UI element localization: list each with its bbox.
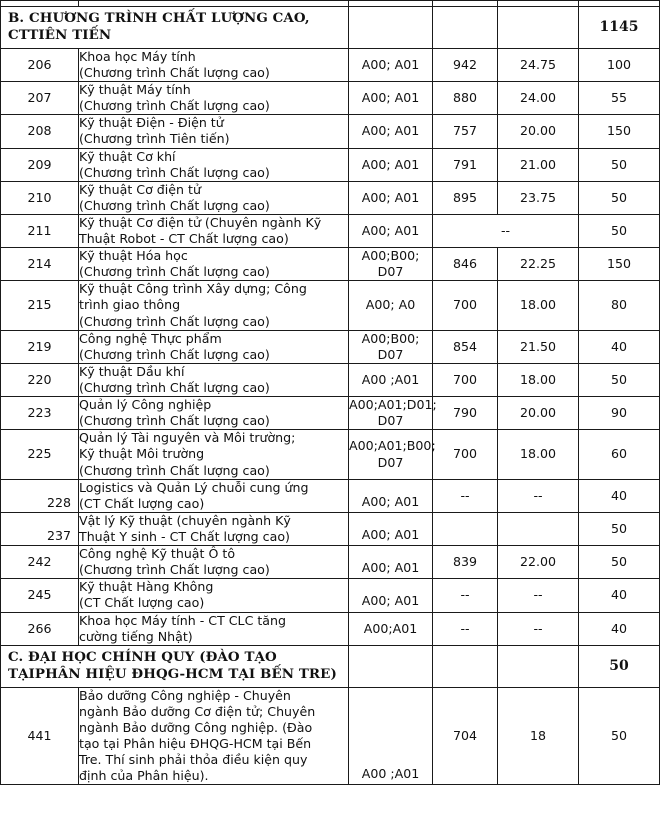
score-cell: 21.00 bbox=[498, 148, 579, 181]
program-name-line: Kỹ thuật Điện - Điện tử bbox=[79, 115, 224, 131]
subject-group-line: A00; bbox=[361, 248, 391, 264]
program-name-line: Kỹ thuật Môi trường bbox=[79, 446, 205, 462]
quota-cell: 50 bbox=[579, 148, 660, 181]
program-name-line: Quản lý Tài nguyên và Môi trường; bbox=[79, 430, 296, 446]
program-name-line: (Chương trình Chất lượng cao) bbox=[79, 562, 270, 578]
subject-group-cell bbox=[349, 48, 433, 81]
subject-group-line: A01 bbox=[394, 371, 420, 387]
program-name-line: Thuật Robot - CT Chất lượng cao) bbox=[79, 231, 289, 247]
subject-group-cell bbox=[349, 281, 433, 330]
program-name-line: Kỹ thuật Dầu khí bbox=[79, 363, 185, 379]
program-name-cell bbox=[79, 181, 349, 214]
program-code-cell: 210 bbox=[1, 181, 79, 214]
subject-group-line: A00; bbox=[363, 620, 393, 636]
subject-group-line: B00; D07 bbox=[377, 330, 420, 362]
registrations-cell: 942 bbox=[433, 48, 498, 81]
program-name-line: Khoa học Máy tính - CT CLC tăng bbox=[79, 612, 286, 628]
section-subject-cell bbox=[349, 7, 433, 49]
section-header-row bbox=[1, 7, 660, 49]
quota-cell: 100 bbox=[579, 48, 660, 81]
subject-group-cell bbox=[349, 612, 433, 645]
program-name-line: (Chương trình Chất lượng cao) bbox=[79, 264, 270, 280]
table-row bbox=[1, 479, 660, 512]
quota-cell: 50 bbox=[579, 181, 660, 214]
score-cell: 23.75 bbox=[498, 181, 579, 214]
quota-cell: 55 bbox=[579, 82, 660, 115]
registrations-cell: 700 bbox=[433, 430, 498, 479]
table-row bbox=[1, 82, 660, 115]
table-row bbox=[1, 148, 660, 181]
quota-cell: 40 bbox=[579, 579, 660, 612]
subject-group-cell bbox=[349, 248, 433, 281]
registrations-cell: 791 bbox=[433, 148, 498, 181]
program-code-cell: 209 bbox=[1, 148, 79, 181]
quota-cell: 50 bbox=[579, 512, 660, 545]
subject-group-cell bbox=[349, 214, 433, 247]
registrations-cell: -- bbox=[433, 579, 498, 612]
program-name-line: (Chương trình Chất lượng cao) bbox=[79, 346, 270, 362]
subject-group-line: A00; A01 bbox=[361, 527, 420, 543]
table-row bbox=[1, 48, 660, 81]
program-code-cell: 211 bbox=[1, 214, 79, 247]
program-name-cell bbox=[79, 612, 349, 645]
program-name-cell bbox=[79, 397, 349, 430]
table-row bbox=[1, 512, 660, 545]
score-cell: 18 bbox=[498, 687, 579, 785]
score-cell: 18.00 bbox=[498, 281, 579, 330]
subject-group-cell bbox=[349, 687, 433, 785]
section-c-total: 50 bbox=[579, 645, 660, 687]
program-name-cell bbox=[79, 546, 349, 579]
table-row bbox=[1, 181, 660, 214]
program-name-line: (CT Chất lượng cao) bbox=[79, 495, 205, 511]
program-name-line: ngành Bảo dưỡng Công nghiệp. (Đào bbox=[79, 719, 313, 735]
program-name-line: Kỹ thuật Cơ khí bbox=[79, 148, 176, 164]
subject-group-line: A01; bbox=[377, 397, 407, 413]
section-title-line: B. CHƯƠNG TRÌNH CHẤT LƯỢNG CAO, CT bbox=[8, 10, 310, 44]
subject-group-cell bbox=[349, 181, 433, 214]
program-name-cell bbox=[79, 248, 349, 281]
quota-cell: 80 bbox=[579, 281, 660, 330]
section-title-line: TIÊN TIẾN bbox=[28, 27, 112, 44]
table-row bbox=[1, 612, 660, 645]
subject-group-line: A00 ; bbox=[361, 766, 395, 782]
program-name-line: (Chương trình Chất lượng cao) bbox=[79, 64, 270, 80]
section-registrations-cell bbox=[433, 645, 498, 687]
subject-group-line: A00; A01 bbox=[361, 90, 420, 106]
program-name-cell bbox=[79, 148, 349, 181]
score-cell: 21.50 bbox=[498, 330, 579, 363]
program-name-line: Kỹ thuật Máy tính bbox=[79, 82, 191, 98]
score-cell: -- bbox=[498, 479, 579, 512]
program-name-line: Tre. Thí sinh phải thỏa điều kiện quy bbox=[79, 752, 308, 768]
registrations-cell: 895 bbox=[433, 181, 498, 214]
program-name-line: (Chương trình Chất lượng cao) bbox=[79, 98, 270, 114]
score-cell: 24.00 bbox=[498, 82, 579, 115]
quota-cell: 150 bbox=[579, 115, 660, 148]
subject-group-cell bbox=[349, 512, 433, 545]
score-cell: 20.00 bbox=[498, 397, 579, 430]
program-code-cell: 214 bbox=[1, 248, 79, 281]
quota-cell: 150 bbox=[579, 248, 660, 281]
section-title-line: C. ĐẠI HỌC CHÍNH QUY (ĐÀO TẠO TẠI bbox=[8, 648, 277, 683]
registrations-cell: 839 bbox=[433, 546, 498, 579]
merged-registrations-score-cell: -- bbox=[433, 214, 579, 247]
subject-group-cell bbox=[349, 82, 433, 115]
subject-group-line: D01; D07 bbox=[377, 397, 437, 429]
program-name-line: (Chương trình Chất lượng cao) bbox=[79, 164, 270, 180]
score-cell: 20.00 bbox=[498, 115, 579, 148]
score-cell bbox=[498, 512, 579, 545]
program-code-cell: 219 bbox=[1, 330, 79, 363]
program-name-line: (Chương trình Chất lượng cao) bbox=[79, 313, 270, 329]
quota-cell: 40 bbox=[579, 612, 660, 645]
program-code-cell: 220 bbox=[1, 363, 79, 396]
program-name-cell bbox=[79, 579, 349, 612]
registrations-cell: 757 bbox=[433, 115, 498, 148]
table-row bbox=[1, 363, 660, 396]
program-code-cell: 215 bbox=[1, 281, 79, 330]
quota-cell: 90 bbox=[579, 397, 660, 430]
program-name-line: Kỹ thuật Hóa học bbox=[79, 248, 188, 264]
program-code-cell: 223 bbox=[1, 397, 79, 430]
program-name-line: Quản lý Công nghiệp bbox=[79, 397, 212, 413]
program-name-line: Kỹ thuật Cơ điện tử (Chuyên ngành Kỹ bbox=[79, 214, 322, 230]
subject-group-cell bbox=[349, 430, 436, 479]
program-name-cell bbox=[79, 115, 349, 148]
subject-group-cell bbox=[349, 115, 433, 148]
registrations-cell: -- bbox=[433, 479, 498, 512]
subject-group-cell bbox=[349, 397, 437, 430]
program-name-line: Khoa học Máy tính bbox=[79, 48, 196, 64]
subject-group-cell bbox=[349, 363, 433, 396]
program-code-cell: 441 bbox=[1, 687, 79, 785]
program-code-cell: 225 bbox=[1, 430, 79, 479]
quota-cell: 50 bbox=[579, 687, 660, 785]
quota-cell: 60 bbox=[579, 430, 660, 479]
subject-group-cell bbox=[349, 479, 433, 512]
registrations-cell: 846 bbox=[433, 248, 498, 281]
registrations-cell: 854 bbox=[433, 330, 498, 363]
section-subject-cell bbox=[349, 645, 433, 687]
subject-group-line: A00; A01 bbox=[361, 189, 420, 205]
table-row bbox=[1, 214, 660, 247]
registrations-cell: 790 bbox=[433, 397, 498, 430]
quota-cell: 40 bbox=[579, 479, 660, 512]
subject-group-line: A00; bbox=[349, 438, 378, 454]
subject-group-line: A00; A01 bbox=[361, 56, 420, 72]
subject-group-line: A00; A01 bbox=[361, 222, 420, 238]
subject-group-line: A00; bbox=[349, 397, 378, 413]
quota-cell: 50 bbox=[579, 214, 660, 247]
program-name-cell bbox=[79, 512, 349, 545]
program-name-line: Công nghệ Thực phẩm bbox=[79, 330, 222, 346]
program-code-cell: 208 bbox=[1, 115, 79, 148]
program-name-cell bbox=[79, 430, 349, 479]
subject-group-line: A00; A01 bbox=[361, 123, 420, 139]
section-b-total: 1145 bbox=[579, 7, 660, 49]
subject-group-line: A01; bbox=[377, 438, 407, 454]
program-name-line: trình giao thông bbox=[79, 297, 181, 313]
subject-group-line: A00; A01 bbox=[361, 493, 420, 509]
section-registrations-cell bbox=[433, 7, 498, 49]
program-name-line: tạo tại Phân hiệu ĐHQG-HCM tại Bến bbox=[79, 735, 312, 751]
program-name-line: Vật lý Kỹ thuật (chuyên ngành Kỹ bbox=[79, 512, 291, 528]
subject-group-line: A00; A0 bbox=[365, 297, 416, 313]
program-code-cell: 266 bbox=[1, 612, 79, 645]
subject-group-cell bbox=[349, 579, 433, 612]
table-row bbox=[1, 546, 660, 579]
program-name-line: (Chương trình Chất lượng cao) bbox=[79, 380, 270, 396]
table-row bbox=[1, 330, 660, 363]
program-name-line: (CT Chất lượng cao) bbox=[79, 595, 205, 611]
section-score-cell bbox=[498, 7, 579, 49]
section-title-line: PHÂN HIỆU ĐHQG-HCM TẠI BẾN TRE) bbox=[34, 666, 337, 683]
program-name-line: cường tiếng Nhật) bbox=[79, 628, 193, 644]
program-name-line: Kỹ thuật Cơ điện tử bbox=[79, 181, 201, 197]
program-code-cell: 242 bbox=[1, 546, 79, 579]
quota-cell: 40 bbox=[579, 330, 660, 363]
subject-group-cell bbox=[349, 546, 433, 579]
subject-group-cell bbox=[349, 330, 433, 363]
program-name-line: định của Phân hiệu). bbox=[79, 768, 209, 784]
program-code-cell: 228 bbox=[1, 479, 79, 512]
program-name-line: Công nghệ Kỹ thuật Ô tô bbox=[79, 546, 236, 562]
program-name-line: (Chương trình Chất lượng cao) bbox=[79, 197, 270, 213]
program-name-line: Thuật Y sinh - CT Chất lượng cao) bbox=[79, 529, 290, 545]
subject-group-cell bbox=[349, 148, 433, 181]
subject-group-line: B00; D07 bbox=[377, 248, 420, 280]
program-name-line: (Chương trình Chất lượng cao) bbox=[79, 413, 270, 429]
program-name-line: Kỹ thuật Công trình Xây dựng; Công bbox=[79, 281, 307, 297]
section-c-title bbox=[1, 645, 349, 687]
registrations-cell: 704 bbox=[433, 687, 498, 785]
program-name-cell bbox=[79, 687, 349, 785]
score-cell: -- bbox=[498, 612, 579, 645]
registrations-cell bbox=[433, 512, 498, 545]
program-name-cell bbox=[79, 330, 349, 363]
table-row bbox=[1, 430, 660, 479]
program-name-cell bbox=[79, 48, 349, 81]
score-cell: -- bbox=[498, 579, 579, 612]
program-code-cell: 237 bbox=[1, 512, 79, 545]
subject-group-line: A00 ; bbox=[361, 371, 395, 387]
table-row bbox=[1, 687, 660, 785]
score-cell: 18.00 bbox=[498, 363, 579, 396]
subject-group-line: A00; A01 bbox=[361, 156, 420, 172]
score-cell: 18.00 bbox=[498, 430, 579, 479]
program-name-cell bbox=[79, 363, 349, 396]
quota-cell: 50 bbox=[579, 546, 660, 579]
subject-group-line: B00; D07 bbox=[377, 438, 436, 470]
registrations-cell: 880 bbox=[433, 82, 498, 115]
program-code-cell: 207 bbox=[1, 82, 79, 115]
score-cell: 24.75 bbox=[498, 48, 579, 81]
program-name-cell bbox=[79, 82, 349, 115]
program-name-line: (Chương trình Tiên tiến) bbox=[79, 131, 230, 147]
score-cell: 22.00 bbox=[498, 546, 579, 579]
subject-group-line: A01 bbox=[392, 620, 418, 636]
subject-group-line: A00; A01 bbox=[361, 560, 420, 576]
table-row bbox=[1, 248, 660, 281]
score-cell: 22.25 bbox=[498, 248, 579, 281]
subject-group-line: A00; A01 bbox=[361, 593, 420, 609]
quota-cell: 50 bbox=[579, 363, 660, 396]
program-name-cell bbox=[79, 281, 349, 330]
table-body bbox=[1, 1, 660, 785]
program-name-line: Bảo dưỡng Công nghiệp - Chuyên bbox=[79, 687, 291, 703]
registrations-cell: 700 bbox=[433, 281, 498, 330]
program-name-line: ngành Bảo dưỡng Cơ điện tử; Chuyên bbox=[79, 703, 316, 719]
section-header-row bbox=[1, 645, 660, 687]
registrations-cell: -- bbox=[433, 612, 498, 645]
program-name-line: Kỹ thuật Hàng Không bbox=[79, 579, 214, 595]
table-row bbox=[1, 115, 660, 148]
program-code-cell: 245 bbox=[1, 579, 79, 612]
table-row bbox=[1, 281, 660, 330]
program-name-cell bbox=[79, 479, 349, 512]
table-row bbox=[1, 397, 660, 430]
program-name-cell bbox=[79, 214, 349, 247]
program-name-line: (Chương trình Chất lượng cao) bbox=[79, 462, 270, 478]
section-b-title bbox=[1, 7, 349, 49]
subject-group-line: A01 bbox=[394, 766, 420, 782]
registrations-cell: 700 bbox=[433, 363, 498, 396]
program-code-cell: 206 bbox=[1, 48, 79, 81]
subject-group-line: A00; bbox=[361, 330, 391, 346]
program-name-line: Logistics và Quản Lý chuỗi cung ứng bbox=[79, 479, 309, 495]
section-score-cell bbox=[498, 645, 579, 687]
table-row bbox=[1, 579, 660, 612]
